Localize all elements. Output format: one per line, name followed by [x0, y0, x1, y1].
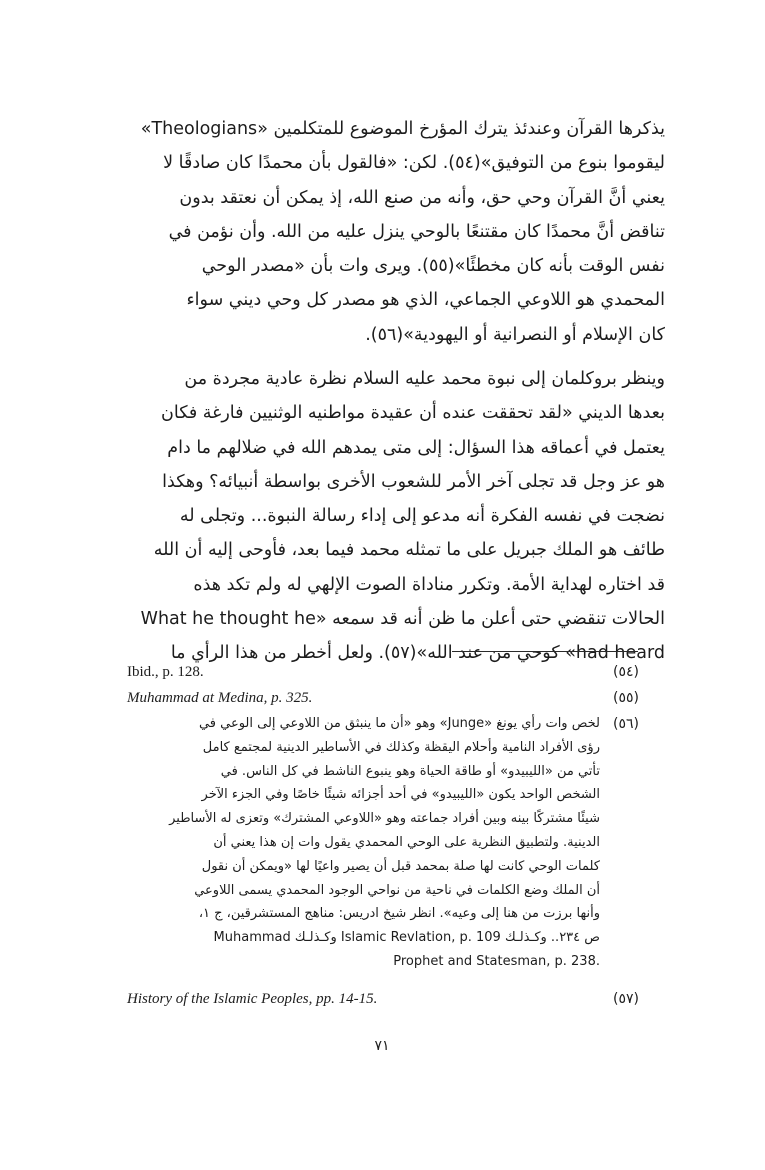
page-number: ٧١ [374, 1038, 390, 1054]
footnote-line: كلمات الوحي كانت لها صلة بمحمد قبل أن يصير واعيًا لها «ويمكن أن نقول [201, 858, 600, 874]
body-paragraph-1 [125, 112, 665, 352]
footnote-54 [127, 660, 639, 684]
footnote-line: لخص وات رأي يونغ «Junge» وهو «أن ما ينبثق من اللاوعي إلى الوعي في [198, 716, 600, 731]
text-line: وينظر بروكلمان إلى نبوة محمد عليه السلام نظرة عادية مجردة من [184, 369, 665, 389]
footnote-line: الشخص الواحد يكون «الليبيدو» في أحد أجزائه شيئًا خاصًا وفي الجزء الآخر [201, 787, 600, 803]
text-line: المحمدي هو اللاوعي الجماعي، الذي هو مصدر كل وحي ديني سواء [186, 290, 665, 311]
text-line: نضجت في نفسه الفكرة أنه مدعو إلى إداء رسالة النبوة... وتجلى له [179, 506, 665, 527]
text-line: تناقض أنَّ محمدًا كان مقتنعًا بالوحي ينزل عليه من الله. وأن نؤمن في [168, 221, 665, 242]
text-line: had heard» كوحي من عند الله»(٥٧). ولعل أخطر من هذا الرأي ما [170, 643, 665, 664]
footnote-number: (٥٤) [613, 664, 639, 680]
footnote-number: (٥٧) [613, 991, 639, 1007]
text-line: هو عز وجل قد تجلى آخر الأمر للشعوب الأخرى بواسطة أنبيائه؟ وهكذا [162, 471, 665, 492]
text-line: قد اختاره لهداية الأمة. وتكرر مناداة الصوت الإلهي له ولم تكد هذه [193, 574, 665, 595]
footnote-text: Ibid., p. 128. [127, 664, 204, 680]
footnote-55 [127, 686, 639, 710]
footnote-line: ص ٢٣٤.. وكـذلـك Islamic Revlation, p. 109 وكـذلـك Muhammad [213, 930, 600, 946]
text-line: الحالات تنقضي حتى أعلن ما ظن أنه قد سمعه «What he thought he [140, 609, 665, 630]
footnote-57 [127, 987, 639, 1011]
footnote-line: الدينية. ولتطبيق النظرية على الوحي المحمدي يقول وات إن هذا يعني أن [213, 834, 600, 850]
footnote-line: أن الملك وضع الكلمات في ناحية من نواحي الوجود المحمدي يسمى اللاوعي [194, 882, 600, 898]
footnote-56-number: (٥٦) [613, 716, 639, 732]
text-line: يعتمل في أعماقه هذا السؤال: إلى متى يمدهم الله في ضلالهم ما دام [167, 437, 665, 458]
footnote-line: رؤى الأفراد النامية وأحلام اليقظة وكذلك في الأساطير الدينية لمجتمع كامل [202, 739, 600, 755]
footnote-line: .Prophet and Statesman, p. 238 [393, 953, 600, 969]
footnote-56 [127, 712, 600, 974]
footnote-text: Muhammad at Medina, p. 325. [127, 690, 313, 706]
text-line: كان الإسلام أو النصرانية أو اليهودية»(٥٦). [365, 324, 665, 345]
text-line: نفس الوقت بأنه كان مخطئًا»(٥٥). ويرى وات بأن «مصدر الوحي [201, 256, 665, 277]
footnote-line: شيئًا مشتركًا بينه وبين أفراد جماعته وهو «اللاوعي المشترك» وتعزى له الأساطير [169, 811, 600, 827]
text-line: طائف هو الملك جبريل على ما تمثله محمد فيما بعد، فأوحى إليه أن الله [153, 540, 665, 561]
text-line: يعني أنَّ القرآن وحي حق، وأنه من صنع الله، إذ يمكن أن نعتقد بدون [179, 187, 665, 208]
text-line: يذكرها القرآن وعندئذ يترك المؤرخ الموضوع للمتكلمين «Theologians» [140, 119, 665, 139]
footnote-line: وأنها برزت من هنا إلى وعيه». انظر شيخ ادريس: مناهج المستشرقين، ج ١، [198, 906, 600, 922]
text-line: ليقوموا بنوع من التوفيق»(٥٤). لكن: «فالقول بأن محمدًا كان صادقًا لا [163, 153, 665, 174]
body-paragraph-2 [125, 362, 665, 671]
text-line: بعدها الديني «لقد تحققت عنده أن عقيدة مواطنيه الوثنيين فارغة فكان [161, 403, 665, 424]
footnote-divider [452, 651, 638, 652]
footnote-line: تأتي من «الليبيدو» أو طاقة الحياة وهو ينبوع الناشط في كل الناس. في [220, 763, 600, 779]
footnote-text: History of the Islamic Peoples, pp. 14-15. [127, 991, 378, 1007]
footnote-number: (٥٥) [613, 690, 639, 706]
